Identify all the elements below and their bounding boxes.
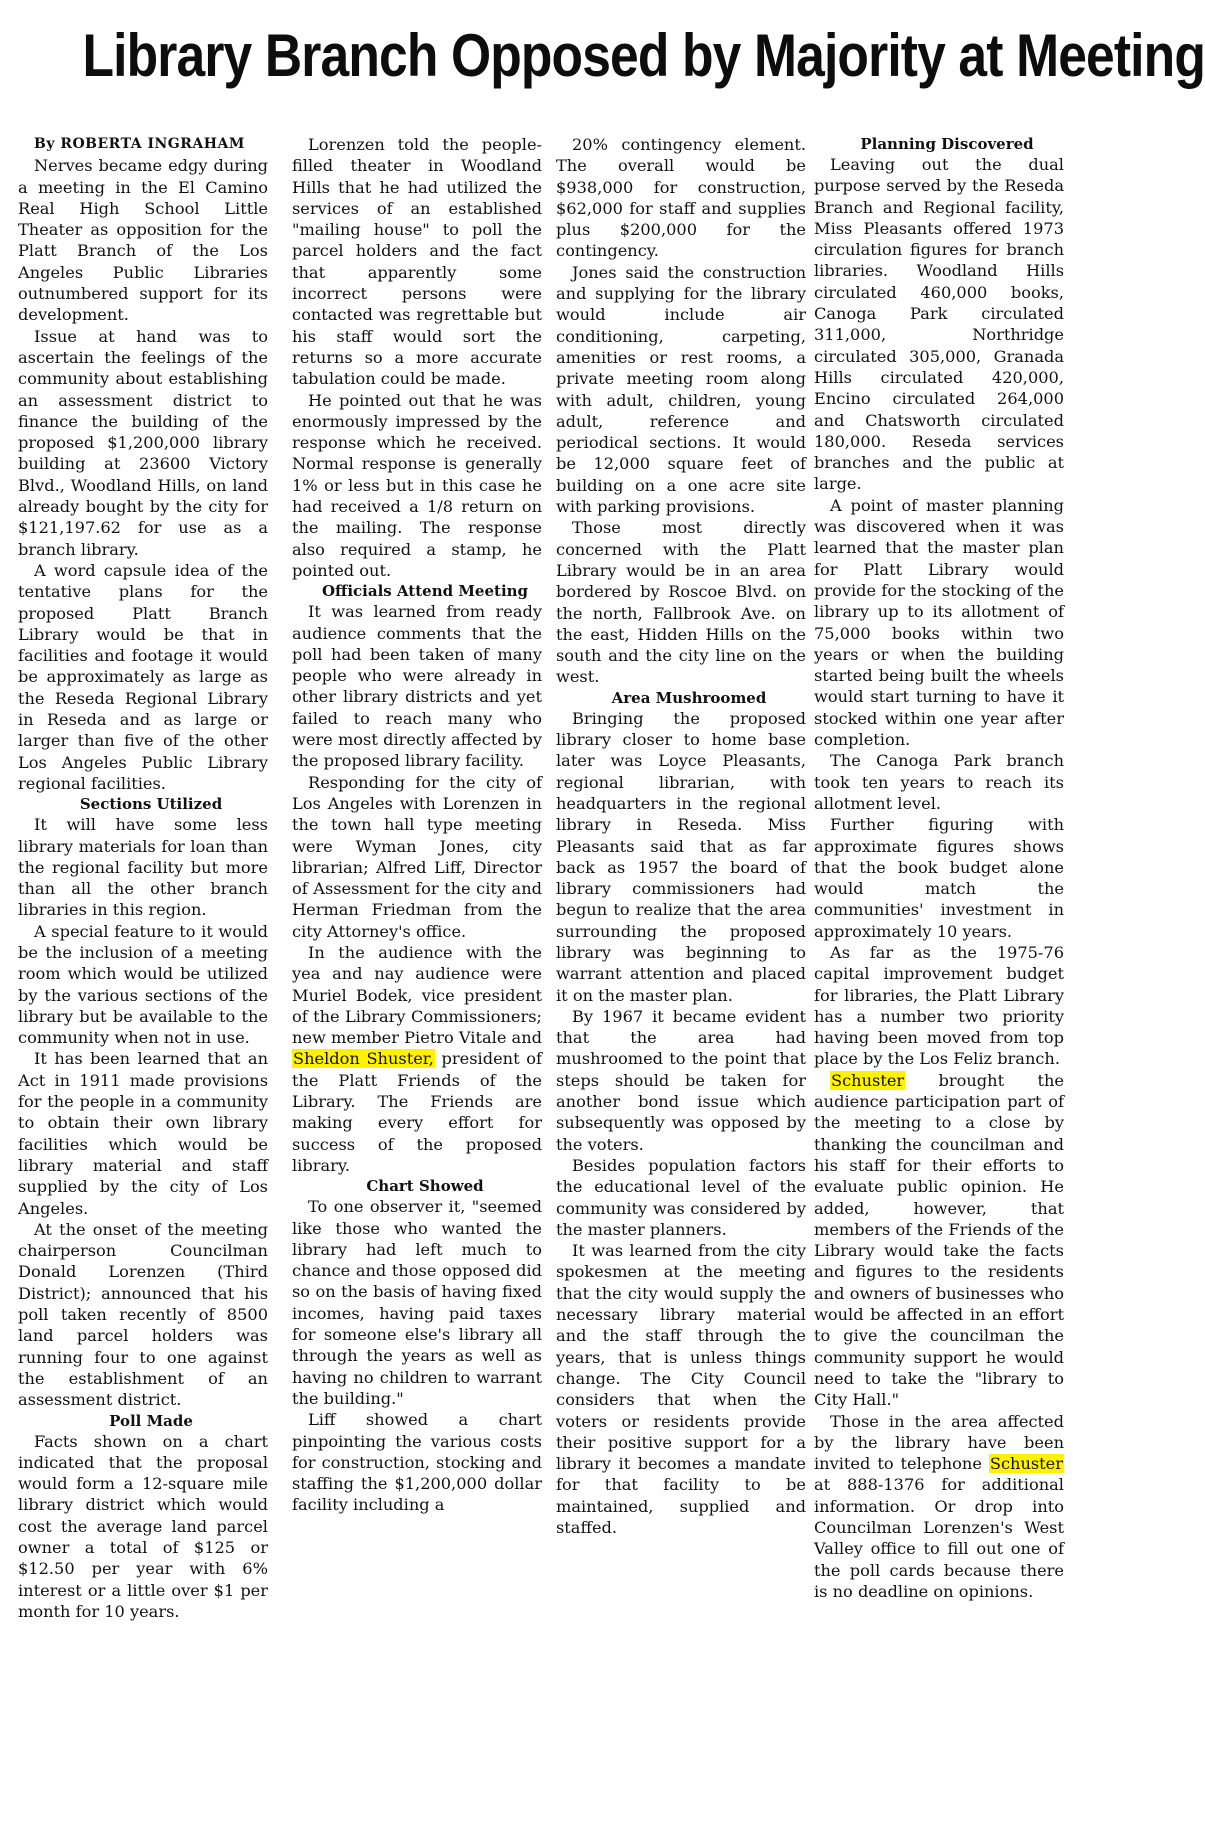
subheading: Chart Showed (366, 1177, 484, 1196)
paragraph (814, 1411, 1064, 1603)
text-run: president of the Platt Friends of the Library. The Friends are making every effort for success of the proposed library. (292, 1049, 542, 1175)
paragraph (292, 942, 542, 1176)
subheading: Poll Made (109, 1411, 193, 1430)
paragraph: Liff showed a chart pinpointing the various costs for construction, stocking and staffing the $1,200,000 dollar facility including a (292, 1410, 542, 1515)
byline: By ROBERTA INGRAHAM (34, 136, 245, 152)
paragraph: A point of master planning was discovered when it was learned that the master plan for Platt Library would provide for the stocking of the library up to its allotment of 75,000 books within two years or when the building started being built the wheels would start turning to have it stocked within one year after completion. (814, 495, 1064, 750)
subheading: Planning Discovered (860, 135, 1034, 153)
paragraph: As far as the 1975-76 capital improvement budget for libraries, the Platt Library has a number two priority having been moved from top place by the Los Feliz branch. (814, 942, 1064, 1069)
subheading: Officials Attend Meeting (321, 582, 529, 601)
highlighted-name: Schuster (989, 1454, 1063, 1474)
paragraph: It was learned from the city spokesmen at the meeting that the city would supply the necessary library material and the staff through the years, that is unless things change. The City Council considers that when the voters or residents provide their positive support for a library it becomes a mandate for that facility to be maintained, supplied and staffed. (556, 1241, 806, 1537)
paragraph: Bringing the proposed library closer to home base later was Loyce Pleasants, regional librarian, with headquarters in the regional library in Reseda. Miss Pleasants said that as far back as 1957 the board of library commissioners had begun to realize that the area surrounding the proposed library was beginning to warrant attention and placed it on the master plan. (556, 708, 806, 1005)
article-column-4 (814, 134, 1064, 1602)
text-run: at 888-1376 for additional information. Or drop into Councilman Lorenzen's West Valley office to fill out one of the poll cards because there is no deadline on opinions. (814, 1475, 1064, 1601)
highlighted-name: Sheldon Shuster, (293, 1049, 434, 1069)
article-column-3 (556, 134, 806, 1538)
text-run: Those in the area affected by the library have been invited to telephone (814, 1411, 1064, 1474)
article-column-2 (292, 134, 542, 1516)
paragraph: Leaving out the dual purpose served by the Reseda Branch and Regional facility, Miss Pleasants offered 1973 circulation figures for branch libraries. Woodland Hills circulated 460,000 books, Canoga Park circulated 311,000, Northridge circulated 305,000, Granada Hills circulated 420,000, Encino circulated 264,000 and Chatsworth circulated 180,000. Reseda services branches and the public at large. (814, 155, 1064, 494)
paragraph: To one observer it, "seemed like those who wanted the library had left much to chance and those opposed did so on the basis of having fixed incomes, having paid taxes for someone else's library all through the years as well as having no children to warrant the building." (292, 1197, 542, 1408)
paragraph: Facts shown on a chart indicated that the proposal would form a 12-square mile library district which would cost the average land parcel owner a total of $125 or $12.50 per year with 6% interest or a little over $1 per month for 10 years. (18, 1431, 268, 1621)
paragraph: A word capsule idea of the tentative plans for the proposed Platt Branch Library would be that in facilities and footage it would be approximately as large as the Reseda Regional Library in Reseda and as large or larger than five of the other Los Angeles Public Library regional facilities. (18, 560, 268, 793)
paragraph: He pointed out that he was enormously impressed by the response which he received. Normal response is generally 1% or less but in this case he had received a 1/8 return on the mailing. The response also required a stamp, he pointed out. (292, 390, 542, 580)
highlighted-name: Schuster (831, 1070, 905, 1090)
paragraph: It will have some less library materials for loan than the regional facility but more than all the other branch libraries in this region. (18, 815, 268, 920)
paragraph: Besides population factors the educational level of the community was considered by the master planners. (556, 1155, 806, 1239)
paragraph: Nerves became edgy during a meeting in the El Camino Real High School Little Theater as opposition for the Platt Branch of the Los Angeles Public Libraries outnumbered support for its development. (18, 156, 268, 325)
subheading: Sections Utilized (79, 795, 223, 814)
paragraph: Those most directly concerned with the Platt Library would be in an area bordered by Roscoe Blvd. on the north, Fallbrook Ave. on the east, Hidden Hills on the south and the city line on the west. (556, 518, 806, 687)
paragraph: 20% contingency element. The overall would be $938,000 for construction, $62,000 for staff and supplies plus $200,000 for the contingency. (556, 135, 806, 261)
paragraph: At the onset of the meeting chairperson Councilman Donald Lorenzen (Third District); announced that his poll taken recently of 8500 land parcel holders was running four to one against the establishment of an assessment district. (18, 1219, 268, 1410)
paragraph: Lorenzen told the people-filled theater in Woodland Hills that he had utilized the services of an established "mailing house" to poll the parcel holders and the fact that apparently some incorrect persons were contacted was regrettable but his staff would sort the returns so a more accurate tabulation could be made. (292, 135, 542, 389)
text-run: brought the audience participation part of the meeting to a close by thanking the councilman and his staff for their efforts to evaluate public opinion. He added, however, that members of the Friends of the Library would take the facts and figures to the residents and owners of businesses who would be affected in an effort to give the councilman the community support he would need to take the "library to City Hall." (814, 1070, 1064, 1410)
paragraph: It was learned from ready audience comments that the poll had been taken of many people who were already in other library districts and yet failed to reach many who were most directly affected by the proposed library facility. (292, 602, 542, 771)
text-run: In the audience with the yea and nay audience were Muriel Bodek, vice president of the Library Commissioners; new member Pietro Vitale and (292, 942, 542, 1048)
paragraph: By 1967 it became evident that the area had mushroomed to the point that steps should be taken for another bond issue which subsequently was opposed by the voters. (556, 1006, 806, 1154)
paragraph: Jones said the construction and supplying for the library would include air conditioning, carpeting, amenities or rest rooms, a private meeting room along with adult, children, young adult, reference and periodical sections. It would be 12,000 square feet of building on a one acre site with parking provisions. (556, 262, 806, 517)
paragraph: Responding for the city of Los Angeles with Lorenzen in the town hall type meeting were Wyman Jones, city librarian; Alfred Liff, Director of Assessment for the city and Herman Friedman from the city Attorney's office. (292, 772, 542, 941)
subheading: Area Mushroomed (611, 688, 767, 707)
paragraph: It has been learned that an Act in 1911 made provisions for the people in a community to obtain their own library facilities which would be library material and staff supplied by the city of Los Angeles. (18, 1049, 268, 1218)
paragraph: Further figuring with approximate figures shows that the book budget alone would match the communities' investment in approximately 10 years. (814, 815, 1064, 941)
paragraph: The Canoga Park branch took ten years to reach its allotment level. (814, 751, 1064, 813)
paragraph: A special feature to it would be the inclusion of a meeting room which would be utilized by the various sections of the library but be available to the community when not in use. (18, 921, 268, 1048)
paragraph (814, 1070, 1064, 1411)
article-column-1 (18, 134, 268, 1622)
paragraph: Issue at hand was to ascertain the feelings of the community about establishing an assessment district to finance the building of the proposed $1,200,000 library building at 23600 Victory Blvd., Woodland Hills, on land already bought by the city for $121,197.62 for use as a branch library. (18, 326, 268, 559)
headline: Library Branch Opposed by Majority at Meeting (82, 22, 1205, 89)
